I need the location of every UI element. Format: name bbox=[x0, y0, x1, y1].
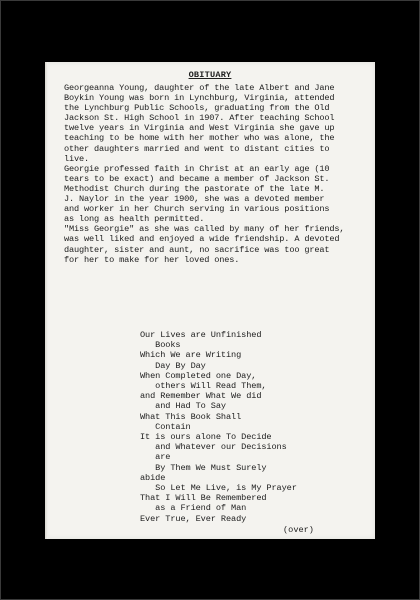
body-line: Jackson St. High School in 1907. After teaching School bbox=[64, 113, 335, 124]
poem-line: What This Book Shall bbox=[140, 411, 242, 422]
poem-line: and Whatever our Decisions bbox=[140, 442, 287, 453]
over-note: (over) bbox=[283, 525, 314, 535]
poem-line: are bbox=[140, 452, 171, 463]
body-line: other daughters married and went to distant cities to bbox=[64, 143, 330, 154]
obituary-page bbox=[45, 62, 375, 539]
body-line: Methodist Church during the pastorate of the late M. bbox=[64, 183, 325, 194]
poem-line: Books bbox=[140, 340, 181, 351]
body-line: Boykin Young was born in Lynchburg, Virginia, attended bbox=[64, 93, 335, 104]
poem-line: Which We are Writing bbox=[140, 350, 242, 361]
body-line: was well liked and enjoyed a wide friendship. A devoted bbox=[64, 234, 340, 245]
poem-line: It is ours alone To Decide bbox=[140, 432, 272, 443]
body-line: tears to be exact) and became a member of Jackson St. bbox=[64, 173, 330, 184]
poem-line: abide bbox=[140, 472, 166, 483]
body-line: as long as health permitted. bbox=[64, 214, 205, 225]
poem-line: and Remember What We did bbox=[140, 391, 262, 402]
poem-line: By Them We Must Surely bbox=[140, 462, 267, 473]
poem-line: and Had To Say bbox=[140, 401, 226, 412]
body-line: Georgeanna Young, daughter of the late Albert and Jane bbox=[64, 83, 335, 93]
poem-line: Day By Day bbox=[140, 360, 206, 371]
body-line: "Miss Georgie" as she was called by many of her friends, bbox=[64, 224, 345, 235]
body-line: live. bbox=[64, 153, 90, 164]
paper-edge bbox=[45, 62, 48, 539]
obituary-title: OBITUARY bbox=[188, 70, 232, 80]
body-line: for her to make for her loved ones. bbox=[64, 254, 240, 265]
poem-line: When Completed one Day, bbox=[140, 370, 257, 381]
body-line: Georgie professed faith in Christ at an early age (10 bbox=[64, 163, 330, 174]
poem-line: Contain bbox=[140, 421, 191, 432]
poem-line: Our Lives are Unfinished bbox=[140, 330, 262, 340]
body-line: twelve years in Virginia and West Virginia she gave up bbox=[64, 123, 335, 134]
body-line: the Lynchburg Public Schools, graduating from the Old bbox=[64, 103, 330, 114]
body-line: and worker in her Church serving in various positions bbox=[64, 204, 330, 215]
body-line: teaching to be home with her mother who was alone, the bbox=[64, 133, 335, 144]
body-line: daughter, sister and aunt, no sacrifice was too great bbox=[64, 244, 330, 255]
obituary-body bbox=[64, 83, 369, 265]
poem bbox=[140, 330, 370, 524]
poem-line: That I Will Be Remembered bbox=[140, 493, 267, 504]
poem-line: Ever True, Ever Ready bbox=[140, 513, 247, 524]
body-line: J. Naylor in the year 1900, she was a devoted member bbox=[64, 194, 325, 205]
poem-line: So Let Me Live, is My Prayer bbox=[140, 483, 297, 494]
poem-line: as a Friend of Man bbox=[140, 503, 247, 514]
poem-line: others Will Read Them, bbox=[140, 381, 267, 392]
